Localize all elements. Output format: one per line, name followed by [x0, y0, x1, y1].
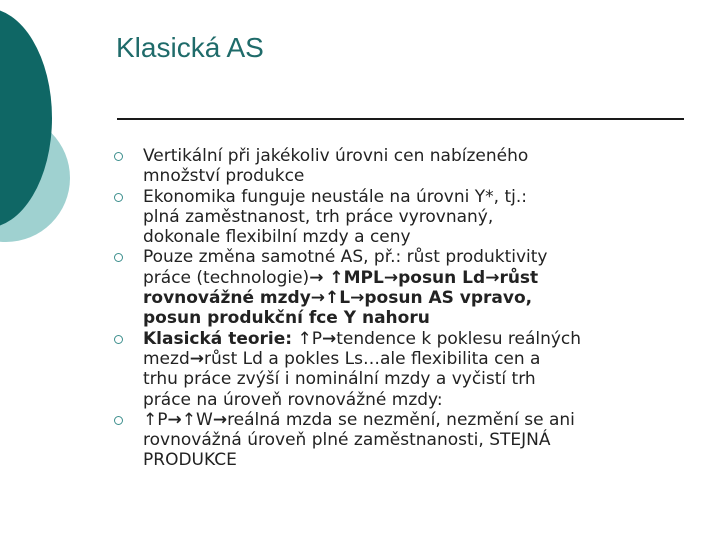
arrow-right-icon: → — [167, 409, 182, 430]
text-segment: ↑ — [323, 267, 344, 288]
text-segment: ↑P — [292, 328, 322, 349]
bullet-3-line-4: posun produkční fce Y nahoru — [143, 308, 430, 329]
arrow-right-icon: → — [485, 267, 500, 288]
bullet-1-line-2: množství produkce — [143, 166, 305, 187]
arrow-right-icon: → — [321, 328, 337, 349]
arrow-right-icon: → — [309, 267, 324, 288]
text-segment: MPL — [343, 267, 384, 288]
circle-bullet-icon — [114, 152, 123, 161]
bullet-4-line-2 — [143, 349, 694, 369]
bullet-2-line-2: plná zaměstnanost, trh práce vyrovnaný, — [143, 206, 494, 227]
bullet-5 — [114, 410, 694, 471]
circle-bullet-icon — [114, 335, 123, 344]
bullet-4-line-3: trhu práce zvýší i nominální mzdy a vyčistí trh — [143, 369, 536, 390]
bullet-3 — [114, 247, 694, 328]
decorative-circles — [0, 0, 120, 300]
text-segment: růst — [499, 267, 539, 288]
bullet-1-line-1: Vertikální při jakékoliv úrovni cen nabízeného — [143, 146, 529, 166]
text-segment: Klasická teorie: — [143, 328, 293, 349]
circle-bullet-icon — [114, 416, 123, 425]
slide-title: Klasická AS — [116, 32, 264, 63]
text-segment: tendence k poklesu reálných — [336, 328, 582, 349]
bullet-list — [114, 146, 694, 471]
text-segment: posun AS vpravo, — [364, 288, 533, 309]
arrow-right-icon: → — [189, 348, 204, 369]
bullet-1 — [114, 146, 694, 187]
bullet-2 — [114, 187, 694, 248]
circle-bullet-icon — [114, 193, 123, 202]
bullet-4-line-4: práce na úroveň rovnovážné mzdy: — [143, 389, 443, 410]
text-segment: ↑W — [181, 409, 213, 430]
bullet-5-line-1 — [143, 410, 694, 430]
arrow-right-icon: → — [350, 288, 365, 309]
text-segment: posun Ld — [398, 267, 486, 288]
bullet-5-line-3: PRODUKCE — [143, 450, 237, 471]
text-segment: reálná mzda se nezmění, nezmění se ani — [227, 409, 575, 430]
bullet-2-line-1: Ekonomika funguje neustále na úrovni Y*, tj.: — [143, 186, 527, 207]
bullet-4-line-1 — [143, 329, 694, 349]
text-segment: růst Ld a pokles Ls…ale flexibilita cen a — [203, 348, 541, 369]
text-segment: práce (technologie) — [143, 267, 310, 288]
arrow-right-icon: → — [383, 267, 399, 288]
text-segment: ↑P — [143, 409, 168, 430]
text-segment: ↑L — [325, 288, 351, 309]
arrow-right-icon: → — [310, 288, 326, 309]
bullet-3-line-1: Pouze změna samotné AS, př.: růst produktivity — [143, 247, 548, 268]
bullet-2-line-3: dokonale flexibilní mzdy a ceny — [143, 227, 411, 248]
bullet-4 — [114, 329, 694, 410]
text-segment: rovnovážné mzdy — [143, 288, 311, 309]
title-divider — [117, 118, 684, 120]
text-segment: mezd — [143, 348, 190, 369]
arrow-right-icon: → — [212, 409, 228, 430]
bullet-3-line-2 — [143, 268, 694, 288]
circle-bullet-icon — [114, 253, 123, 262]
bullet-3-line-3 — [143, 288, 694, 308]
bullet-5-line-2: rovnovážná úroveň plné zaměstnanosti, STEJNÁ — [143, 430, 551, 451]
